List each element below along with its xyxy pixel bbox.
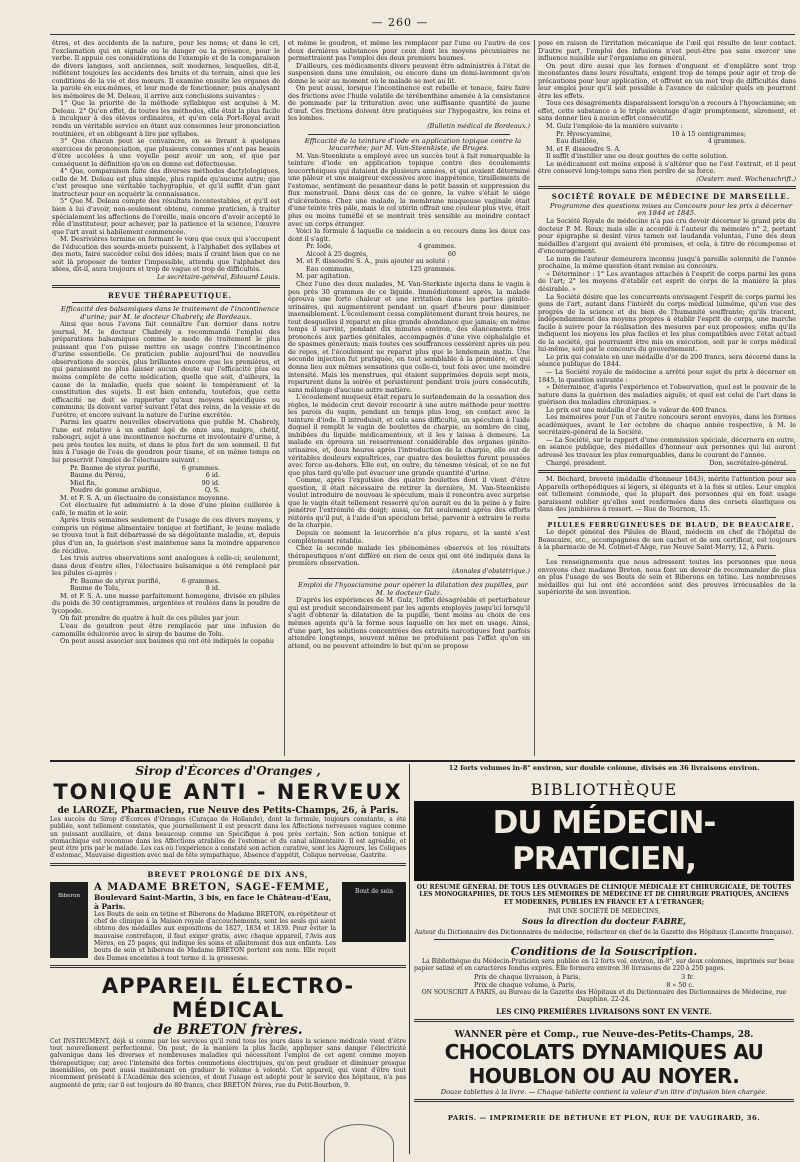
paragraph: M. Gulz l'emploie de la manière suivante : xyxy=(546,122,683,131)
paragraph: Le dépôt général des Pilules de Blaud, médecin en chef de l'hôpital de Beaucaire, etc., accompagnées de son cachet et de son certificat, est toujours à la pharmacie de M. Colmet-d'Aâge, rue Neuve Saint-Merry, 12, à Paris. xyxy=(538,528,796,552)
paragraph: M. Van-Steenkiste a employé avec un succès tout à fait remarquable la teinture d'iode en application topique contre des écoulements leucorrhéiques qui dataient de plusieurs années, et qui avaient déterminé une pâleur et une maigreur excessives avec inappétence, tiraillements de l'estomac, sentiment de pesanteur dans le petit bassin et suppression du flux menstruel. Dans deux cas de ce genre, la vulve s'était le siége d'ulcérations. Chez une malade, la membrane muqueuse vaginale était d'une teinte très pâle, mais le col utérin offrait une couleur plus vive, était plus ou moins tuméfié et se montrait très sensible au moindre contact avec un corps étranger. xyxy=(288,151,530,228)
ad-douze-tablettes: Douze tablettes à la livre. — Chaque tablette contient la valeur d'un litre d'infusion bien chargée. xyxy=(440,1088,768,1097)
paragraph: M. Béchard, breveté (médaille d'honneur 1843), mérite l'attention pour ses Appareils orthopédiques si légers, si élégants et à la fois si utiles. Leur emploi est tellement commode, que la plupart des personnes qui en font usage paraissent oublier qu'elles sont renfermées dans des corsets élastiques ou dans des jambières à ressort. — Rue de Tournon, 15. xyxy=(538,475,796,514)
ad-breton-text: Les Bouts de sein en tétine et Biberons de Madame BRETON, ex-répétiteur et chef de clinique à la Maison royale d'accouchements, sont les seuls qui aient obtenu des médailles aux expositions de 1827, 1834 et 1839. Pour éviter la mauvaise contrefaçon, il faut exiger gratis, avec chaque appareil, l'Avis aux Mères, en 25 pages, qui indique les soins et allaitement dus aux enfants. Les bouts de sein et biberons de Madame BRETON portent son nom. Elle reçoit des Dames enceintes à tout terme d. la grossesse. xyxy=(94,910,336,962)
ad-divider xyxy=(414,1019,794,1022)
formula-line: Eau distillée, 4 grammes. xyxy=(556,137,746,146)
divider xyxy=(558,555,776,556)
ad-resume: OU RÉSUMÉ GÉNÉRAL DE TOUS LES OUVRAGES DE CLINIQUE MÉDICALE ET CHIRURGICALE, DE TOUTES LES MONOGRAPHIES, DE TOUS LES MÉMOIRES DE MÉDECINE ET DE CHIRURGIE PRATIQUES, ANCIENS ET MODERNES, PUBLIÉS EN FRANCE ET A L'ÉTRANGER; xyxy=(416,884,792,906)
formula-line: Pr. Hyoscyamine, 10 à 15 centigrammes; xyxy=(556,129,746,138)
paragraph: Parmi les quatre nouvelles observations que publie M. Chabrely, l'une est relative à un enfant âgé de onze ans, malgre, chétif, rabougri, sujet à une incontinence nocturne et involontaire d'urine, à peu près toutes les nuits, et dans le plus fort de son sommeil. Il fut mis à l'usage de l'eau de goudron pour tisane, et en même temps on lui prescrivit l'emploi de l'électuaire suivant : xyxy=(52,418,280,464)
paragraph: On peut aussi, lorsque l'incontinence est rebelle et tenace, faire faire des frictions avec l'huile volatile de térébenthine amenée à la consistance de pommade par la trituration avec une suffisante quantité de jaune d'œuf. Ces frictions doivent être pratiquées sur l'hypogastre, les reins et les lombes. xyxy=(288,84,530,123)
ad-chocolats: CHOCOLATS DYNAMIQUES AU HOUBLON OU AU NOYER. xyxy=(444,1040,764,1089)
formula-line: Baume du Pérou, 6 id. xyxy=(70,471,220,480)
formula-line: Miel fin, 90 id. xyxy=(70,478,220,487)
paragraph: Le prix qui consiste en une médaille d'or de 200 francs, sera décerné dans la séance publique de 1844. xyxy=(538,352,796,369)
formula-line: Pr. Baume de styrax purifié, 6 grammes. xyxy=(70,463,220,472)
section-rule xyxy=(52,285,280,288)
formula-line: Eau commune, 125 grammes. xyxy=(306,264,456,273)
paragraph: 5° Que M. Deleau compte des résultats incontestables, et qu'il est bien à lui d'avoir, non-seulement obtenu, comme praticien, à traiter spécialement les affections de l'oreille, mais encore d'avoir accepté le rôle d'instituteur, pour achever, par la patience et la science, l'œuvre que l'art avait si habilement commencée. xyxy=(52,197,280,236)
paragraph: Chez l'une des deux malades, M. Van-Sterkiste injecta dans le vagin à peu près 30 grammes de ce liquide. Immédiatement après, la malade éprouva une forte chaleur et une irritation dans les parties génito-urinaires, qui augmentèrent pendant un quart d'heure pour diminuer insensiblement. L'écoulement cessa complètement durant trois heures, ne tout desquelles il reparut en plus grande abondance que jamais; en même temps il survint, pendant dix minutes environ, des élancements très prononcés aux parties génitales, accompagnés d'une vive céphalalgie et de spasmes généraux; mais toutes ces souffrances cessèrent après un peu de repos, et l'écoulement ne reparut plus que le lendemain matin. Une seconde injection fut pratiquée, en tout semblable à la première, et qui donna lieu aux mêmes sensations que celle-ci, tout fois avec une moindre intensité. Mais les menstrues, qui étaient supprimées depuis sept mois, reparurent dans la soirée et persistèrent pendant trois jours consécutifs, sans mélange d'aucune autre matière. xyxy=(288,279,530,394)
formula-1 xyxy=(70,465,280,495)
paragraph: Tous ces désagréments disparaissent lorsqu'on a recours à l'hyosciamine; en effet, cette substance a le triple avantage d'agir promptement, sûrement, et sans donner lieu à aucun effet consécutif. xyxy=(538,99,796,123)
ad-conditions-text: La Bibliothèque du Médecin-Praticien sera publiée en 12 forts vol. environ, in-8°, sur deux colonnes, imprimés sur beau papier satiné et en caractères fondus exprès. Elle formera environ 36 livraisons de 220 à 250 pages. xyxy=(414,958,794,973)
section-rule xyxy=(538,186,796,189)
formula xyxy=(306,243,530,258)
source: (Bulletin médical de Bordeaux.) xyxy=(427,122,530,131)
ad-auteur: Auteur du Dictionnaire des Dictionnaires de médecine, rédacteur en chef de la Gazette des Hôpitaux (Lancette française). xyxy=(414,928,794,936)
paragraph: êtres, et des accidents de la nature, pour les noms; et dans le cri, l'exclamation qui en signale ou le danger ou la présence, pour le verbe. Il appuie ces considérations de l'exemple et de la comparaison de divers langues, soit anciennes, soit modernes, lesquelles, dit-il, reflètent toujours les accidents des bruits et du terrain, ainsi que les conditions de la vie et des mœurs. Il examine ensuite les organes de la parole en eux-mêmes, et leur mode de fonctionner; puis analysant les mémoires de M. Deleau, il arrive aux conclusions suivantes : xyxy=(52,40,280,100)
source: (Oesterr. med. Wochenschrift.) xyxy=(696,174,796,183)
ad-conditions: Conditions de la Souscription. xyxy=(510,945,698,959)
formula-line: Pr. Iode, 4 grammes. xyxy=(306,242,456,251)
divider xyxy=(558,517,776,518)
signature-president: Chargé, président. xyxy=(546,458,607,467)
paragraph: La Société désire que les concurrents envisagent l'esprit de corps parmi les gens de l'art, autant dans l'intérêt du corps médical luimême, qu'en vue des progrès de la science et du bien de l'humanité souffrante; qu'ils tracent, indépendamment des moyens propres à établir l'esprit de corps, une marche facile à suivre pour la réalisation des mesures par eux proposées; enfin qu'ils indiquent les moyens les plus faciles et les plus compatibles avec l'état actuel de la société, qui pourraient être mis en exécution, soit par le corps médical lui-même, soit par le concours du gouvernement. xyxy=(538,292,796,354)
ad-divider xyxy=(50,863,406,866)
paragraph: M. par agitation. xyxy=(296,272,351,281)
column-1 xyxy=(52,40,280,758)
ad-laroze-address: de LAROZE, Pharmacien, rue Neuve des Petits-Champs, 26, à Paris. xyxy=(57,806,399,816)
paragraph: Depuis ce moment la leucorrhée n'a plus reparu, et la santé s'est complètement rétablie. xyxy=(288,529,530,545)
article-title: Efficacité de la teinture d'iode en application topique contre la leucorrhée; par M. Van-Steenkiste, de Bruges. xyxy=(304,136,522,153)
signature: Le secrétaire-général, Edouard Louis. xyxy=(157,272,280,281)
ad-breton xyxy=(50,882,406,962)
ad-appareil-text: Cet INSTRUMENT, déjà si connu par les services qu'il rend tous les jours dans la science médicale vient d'être tout nouvellement perfectionné. On peut, de la manière la plus facile, appliquer sans danger l'électricité galvanique dans les diverses et nombreuses maladies qui nécessitent l'emploi de cet agent comme moyen thérapeutique; car, avec l'intensité des fortes commotions électriques, qu'on peut graduer et diminuer presque insensibles, on peut aussi maintenant en graduer le volume à volonté. Cet appareil, qui vient d'être tout récemment présenté à l'Académie des sciences, et dont l'usage est adopté pour le service des hôpitaux, n'a pas augmenté de prix; car il est toujours de 80 francs, chez BRETON frères, rue du Petit-Bourbon, 9. xyxy=(50,1037,406,1089)
ad-breton-address: Boulevard Saint-Martin, 3 bis, en face le Château-d'Eau, à Paris. xyxy=(94,892,332,911)
ad-formats: 12 forts volumes in-8° environ, sur double colonne, divisés en 36 livraisons environ. xyxy=(448,764,760,772)
paragraph: Les trois autres observations sont analogues à celle-ci; seulement, dans deux d'entre elles, l'électuaire balsamique a été remplacé par les pilules ci-après : xyxy=(52,554,280,578)
paragraph: M. et F. dissoudre S. A., puis ajouter au soluté : xyxy=(296,257,450,266)
paragraph: — La Société, sur le rapport d'une commission spéciale, décernera en outre, en séance publique, des médailles d'honneur aux personnes qui lui auront adressé les travaux les plus remarquables, dans le courant de l'année. xyxy=(538,435,796,459)
ad-bibliotheque: BIBLIOTHÈQUE xyxy=(530,780,678,799)
divider xyxy=(434,939,774,940)
paragraph: Les renseignements que nous adressent toutes les personnes que nous envoyons chez madame Breton, nous font un devoir de recommander de plus en plus l'usage de ses Bouts de sein et Biberons en tétine. Les nombreuses médailles qui lui ont été accordées sont des preuves irrécusables de la supériorité de son invention. xyxy=(538,558,796,597)
section-heading: REVUE THÉRAPEUTIQUE. xyxy=(107,290,233,300)
paragraph: D'ailleurs, ces médicaments divers peuvent être administrés à l'état de suspension dans une émulsion, ou encore dans un demi-lavement qu'on donne le soir au moment où le malade se met au lit. xyxy=(288,61,530,85)
article-title: Emploi de l'hyosciamine pour opérer la dilatation des pupilles, par M. le docteur Gulz. xyxy=(298,581,528,597)
paragraph: L'eau de goudron peut être remplacée par une infusion de camomille édulcorée avec le sirop de baume de Tolu. xyxy=(52,622,280,638)
formula-line: Poudre de gomme arabique, Q. S. xyxy=(70,486,220,495)
article-title: Efficacité des balsamiques dans le traitement de l'incontinence d'urine; par M. le docteur Chabrely, de Bordeaux. xyxy=(60,305,280,321)
column-divider xyxy=(534,40,535,756)
ad-souscrit: ON SOUSCRIT A PARIS, au Bureau de la Gazette des Hôpitaux et du Dictionnaire des Dictionnaires de Médecine, rue Dauphine, 22-24. xyxy=(421,988,787,1003)
article-title: Programme des questions mises au Concours pour les prix à décerner en 1844 et 1845. xyxy=(549,201,793,218)
paragraph: 4° Que, comparaison faite des diverses méthodes dactylologiques, celle de M. Deleau est plus simple, plus rapide qu'aucune autre; que c'est presque une véritable tachygraphie, et qu'il suffit d'un gant instructeur pour en acquérir la connaissance. xyxy=(52,167,280,198)
paragraph: « Déterminer : 1° Les avantages attachés à l'esprit de corps parmi les gens de l'art; 2° les moyens d'établir cet esprit de corps de la manière la plus désirable. » xyxy=(538,269,796,293)
ad-laroze-text: Les succès du Sirop d'Écorces d'Oranges (Curaçao de Hollande), dont la formule, toujours constante, a été publiée, sont tellement constatés, que journellement il est prescrit dans les Affections nerveuses vagues comme un puissant auxiliaire, et dans beaucoup comme un Spécifique à peu près certain. Son action tonique et stomachique est reconnue dans les Affections atrabiles de l'estomac et du canal alimentaire. Il est agréable, et peut être pris par le malade. Les cas où l'expérience a constaté son action curative, sont les Aigreurs, les Coliques d'estomac, Mauvaise digestion avec mal de tête sympathique, Absence d'appétit, Colique nerveuse, Gastrite. xyxy=(50,816,406,860)
bout-de-sein-illustration: Bout de sein xyxy=(342,882,406,942)
formula-line: Pr. Baume de styrax purifié, 6 grammes. xyxy=(70,576,220,585)
divider xyxy=(72,302,260,303)
ad-right-block xyxy=(414,764,794,1156)
paragraph: Cet électuaire fut administré à la dose d'une pleine cuillerée à café, le matin et le soir. xyxy=(52,501,280,517)
formula-2 xyxy=(70,578,280,593)
paragraph: Chez la seconde malade les phénomènes observés et les résultats thérapeutiques n'ont différé en rien de ceux qui ont été indiqués dans la première observation. xyxy=(288,544,530,568)
ad-medecin-praticien: DU MÉDECIN-PRATICIEN, xyxy=(414,801,794,881)
ad-sirop-title: Sirop d'Écorces d'Oranges , xyxy=(135,764,321,778)
paragraph: 3° Que chacun peut se convaincre, en se livrant à quelques exercices de prononciation, que plusieurs consonnes n'ont pas besoin d'être accolées à une voyelle pour avoir un son, et que par conséquent la définition qu'on en donne est défectueuse. xyxy=(52,137,280,168)
divider xyxy=(308,134,510,135)
ads-rule xyxy=(50,760,795,762)
column-divider xyxy=(284,40,285,756)
paragraph: Il suffit d'instiller une ou deux gouttes de cette solution. xyxy=(546,152,729,161)
ads-divider xyxy=(409,764,410,1154)
imprimerie-line: PARIS. — IMPRIMERIE DE BÉTHUNE ET PLON, RUE DE VAUGIRARD, 36. xyxy=(447,1114,761,1123)
ad-cinq-livraisons: LES CINQ PREMIÈRES LIVRAISONS SONT EN VENTE. xyxy=(496,1007,712,1017)
ad-brevet: BREVET PROLONGÉ DE DIX ANS, xyxy=(147,869,309,879)
section-heading: SOCIÉTÉ ROYALE DE MÉDECINE DE MARSEILLE. xyxy=(551,192,791,202)
paragraph: On peut dire aussi que les formes d'onguent et d'emplâtre sont trop inconstantes dans leurs résultats, exigent trop de temps pour agir et trop de précautions pour leur application, et offrent en un mot trop de difficultés dans leur emploi pour qu'il soit possible à l'avance de calculer quels en pourront être les effets. xyxy=(538,61,796,100)
paragraph: M. et F. S. A. un électuaire de consistance moyenne. xyxy=(60,493,230,502)
paragraph: La Société Royale de médecine n'a pas cru devoir décerner le grand prix du docteur P. M. Roux; mais elle a accordé à l'auteur du mémoire n° 2, portant pour épigraphe si desint vires tamen est laudanda voluntas, l'une des deux médailles d'argent qui avaient été promises, et cela, à titre de récompense et d'encouragement. xyxy=(538,217,796,256)
signature-secretary: Don, secrétaire-général. xyxy=(709,458,788,467)
formula xyxy=(556,131,796,146)
section-rule xyxy=(538,470,796,473)
signatures xyxy=(538,460,796,468)
paragraph: et même le goudron, et même les remplacer par l'une ou l'autre de ces deux dernières substances pour ceux dont les moyens pécuniaires ne permettraient pas l'emploi des deux premiers baumes. xyxy=(288,40,530,63)
paragraph: Le nom de l'auteur demeurera inconnu jusqu'à pareille solennité de l'année prochaine, la même question étant remise au concours. xyxy=(538,254,796,271)
ad-divider xyxy=(414,1099,794,1102)
page-number: — 260 — xyxy=(371,16,429,29)
paragraph: Le médicament est moins exposé à s'altérer que ne l'est l'extrait, et il peut être conservé long-temps sans rien perdre de sa force. xyxy=(538,159,796,176)
ad-divider xyxy=(50,965,406,968)
paragraph: L'écoulement muqueux était reparu le surlendemain de la cessation des règles, le médecin crut devoir recourir à une autre méthode pour mettre les parois du vagin, pendant un temps plus long, en contact avec la teinture d'iode. Il introduisit, et cela sans difficulté, un spéculum à l'aide duquel il remplit le vagin de boulettes de charpie, au nombre de cinq, imbibées du liquide médicamenteux, et il les y laissa à demeure. La malade en éprouva un resserrement considérable des organes génito-urinaires, et, deux heures après l'introduction de la charpie, elle eut de véritables douleurs expultrices, car quatre des boulettes furent poussées avec force au-dehors. Elle eut, en outre, du ténesme vésical, et ce ne fut que plus tard qu'elle put évacuer une grande quantité d'urine. xyxy=(288,393,530,477)
ad-madame-breton: A MADAME BRETON, SAGE-FEMME, xyxy=(94,881,331,893)
paragraph: Le prix est une médaille d'or de la valeur de 400 francs. xyxy=(546,405,728,414)
price-line: Prix de chaque volume, à Paris, 8 » 50 c. xyxy=(474,980,694,989)
divider xyxy=(308,578,510,579)
paragraph: — La Société royale de médecine a arrêté pour sujet du prix à décerner en 1845, la question suivante : xyxy=(538,367,796,384)
ad-direction: Sous la direction du docteur FABRE, xyxy=(521,915,686,926)
column-3 xyxy=(538,40,796,758)
ad-par: PAR UNE SOCIÉTÉ DE MÉDECINS, xyxy=(547,908,661,916)
ad-wanner: WANNER père et Comp., rue Neuve-des-Petits-Champs, 28. xyxy=(454,1030,754,1041)
library-stamp xyxy=(324,1124,394,1162)
paragraph: On fait prendre de quatre à huit de ces pilules par jour. xyxy=(60,614,240,623)
price-line: Prix de chaque livraison, à Paris, 3 fr. xyxy=(474,972,694,981)
header-rule xyxy=(50,34,795,35)
paragraph: Voici la formule à laquelle ce médecin a eu recours dans les deux cas dont il s'agit. xyxy=(288,227,530,243)
paragraph: pose en raison de l'irritation mécanique de l'œil qui résulte de leur contact. D'autre part, l'emploi des infusions n'est peut-être pas sans exercer une influence nuisible sur l'organisme en général. xyxy=(538,40,796,63)
paragraph: Comme, après l'expulsion des quatre boulettes dont il vient d'être question, il était nécessaire de retirer la dernière, M. Van-Steenkiste voulut introduire de nouveau le spéculum, mais il rencontra avec surprise que le vagin était tellement resserré qu'on aurait eu de la peine à y faire pénétrer l'extrémité du doigt; aussi, ce fut seulement après des efforts réitérés qu'il put, à l'aide d'un spéculum brisé, parvenir à extraire le reste de la charpie. xyxy=(288,476,530,530)
source: (Annales d'obstétrique.) xyxy=(452,566,530,575)
paragraph: « Déterminer, d'après l'expérience et l'observation, quel est le pouvoir de la nature dans la guérison des maladies aiguës, et quel est celui de l'art dans la guérison des maladies chroniques. » xyxy=(538,383,796,407)
paragraph: 1° Que la priorité de la méthode syllabique est acquise à M. Deleau. 2° Qu'en effet, de toutes les méthodes, elle était la plus facile à inculquer à des élèves ordinaires, et qu'en cela Port-Royal avait rendu un véritable service en ôtant aux consonnes leur prononciation routinière, et en obligeant à lire par syllabes. xyxy=(52,99,280,138)
formula-line: Baume de Tolu, 8 id. xyxy=(70,584,220,593)
paragraph: Les mémoires pour l'un et l'autre concours seront envoyés, dans les formes académiques, avant le 1er octobre de chaque année respective, à M. le secrétaire-général de la Société. xyxy=(538,413,796,437)
paragraph: Après trois semaines seulement de l'usage de ces divers moyens, y compris un régime alimentaire tonique et fortifiant, le jeune malade se trouva tout à fait débarrassé de sa dégoûtante maladie, et, depuis plus d'un an, la guérison s'est maintenue sans la moindre apparence de récidive. xyxy=(52,516,280,555)
paragraph: M. et F. S. A. une masse parfaitement homogène, divisée en pilules du poids de 30 centigrammes, argentées et roulées dans la poudre de lycopode. xyxy=(52,591,280,615)
bottle-illustration: Biberon xyxy=(50,882,88,958)
paragraph: On peut aussi associer aux baumes qui ont été indiqués le copahu xyxy=(60,637,274,646)
ad-breton-freres: de BRETON frères. xyxy=(153,1021,303,1038)
paragraph: M. Desrivières termine en formant le vœu que ceux qui s'occupent de l'éducation des sourds-muets puissent, à l'alphabet des syllabes et des mots, faire succéder celui des idées; mais il craint bien que ce ne soit là proposer de tenter l'impossible, attendu que l'alphabet des idées, dit-il, aura toujours et trop de vague et trop de difficultés. xyxy=(52,235,280,274)
ad-appareil-headline: APPAREIL ÉLECTRO-MÉDICAL xyxy=(101,973,355,1022)
formula-line: Alcool à 25 degrés, 60 xyxy=(306,249,456,258)
section-heading: PILULES FERRUGINEUSES DE BLAUD, DE BEAUCAIRE. xyxy=(547,520,795,529)
ad-prices xyxy=(474,973,694,989)
paragraph: Ainsi que nous l'avons fait connaître l'an dernier dans notre journal, M. le docteur Chabrely a recommandé l'emploi des préparations balsamiques comme le mode de traitement le plus puissant que l'on puisse mettre en usage contre l'incontinence d'urine essentielle. Ce praticien publie aujourd'hui de nouvelles observations de succès, plus brillantes encore que les premières, et qui paraissent ne plus laisser aucun doute sur l'efficacité plus ou moins complète de cette médication, quelle que soit, d'ailleurs, la cause de la maladie, quels que soient le tempérament et la constitution des sujets. Il est bien entendu, toutefois, que cette efficacité ne doit se rapporter qu'aux moyens spécifiques ou communs; ils doivent varier suivant l'état des reins, de la vessie et de l'urètre, et encore suivant la nature de l'urine excrétée. xyxy=(52,320,280,419)
paragraph: M. et F. dissoudre S. A. xyxy=(546,144,621,153)
column-2 xyxy=(288,40,530,758)
paragraph: D'après les expériences de M. Gulz, l'effet désagréable et perturbateur qui est produit secondairement par les agents employés jusqu'ici lorsqu'il s'agit d'obtenir la dilatation de la pupille, tient moins au choix de ces mêmes agents qu'à la forme sous laquelle on les met en usage. Ainsi, d'une part, les solutions concentrées des extraits narcotiques font parfois attendre longtemps, souvent même ne produisent pas l'effet qu'on en attend, ou ne peuvent atteindre le but qu'on se propose xyxy=(288,596,530,650)
ad-left-block xyxy=(50,764,406,1156)
ad-tonique-headline: TONIQUE ANTI - NERVEUX xyxy=(53,780,403,804)
